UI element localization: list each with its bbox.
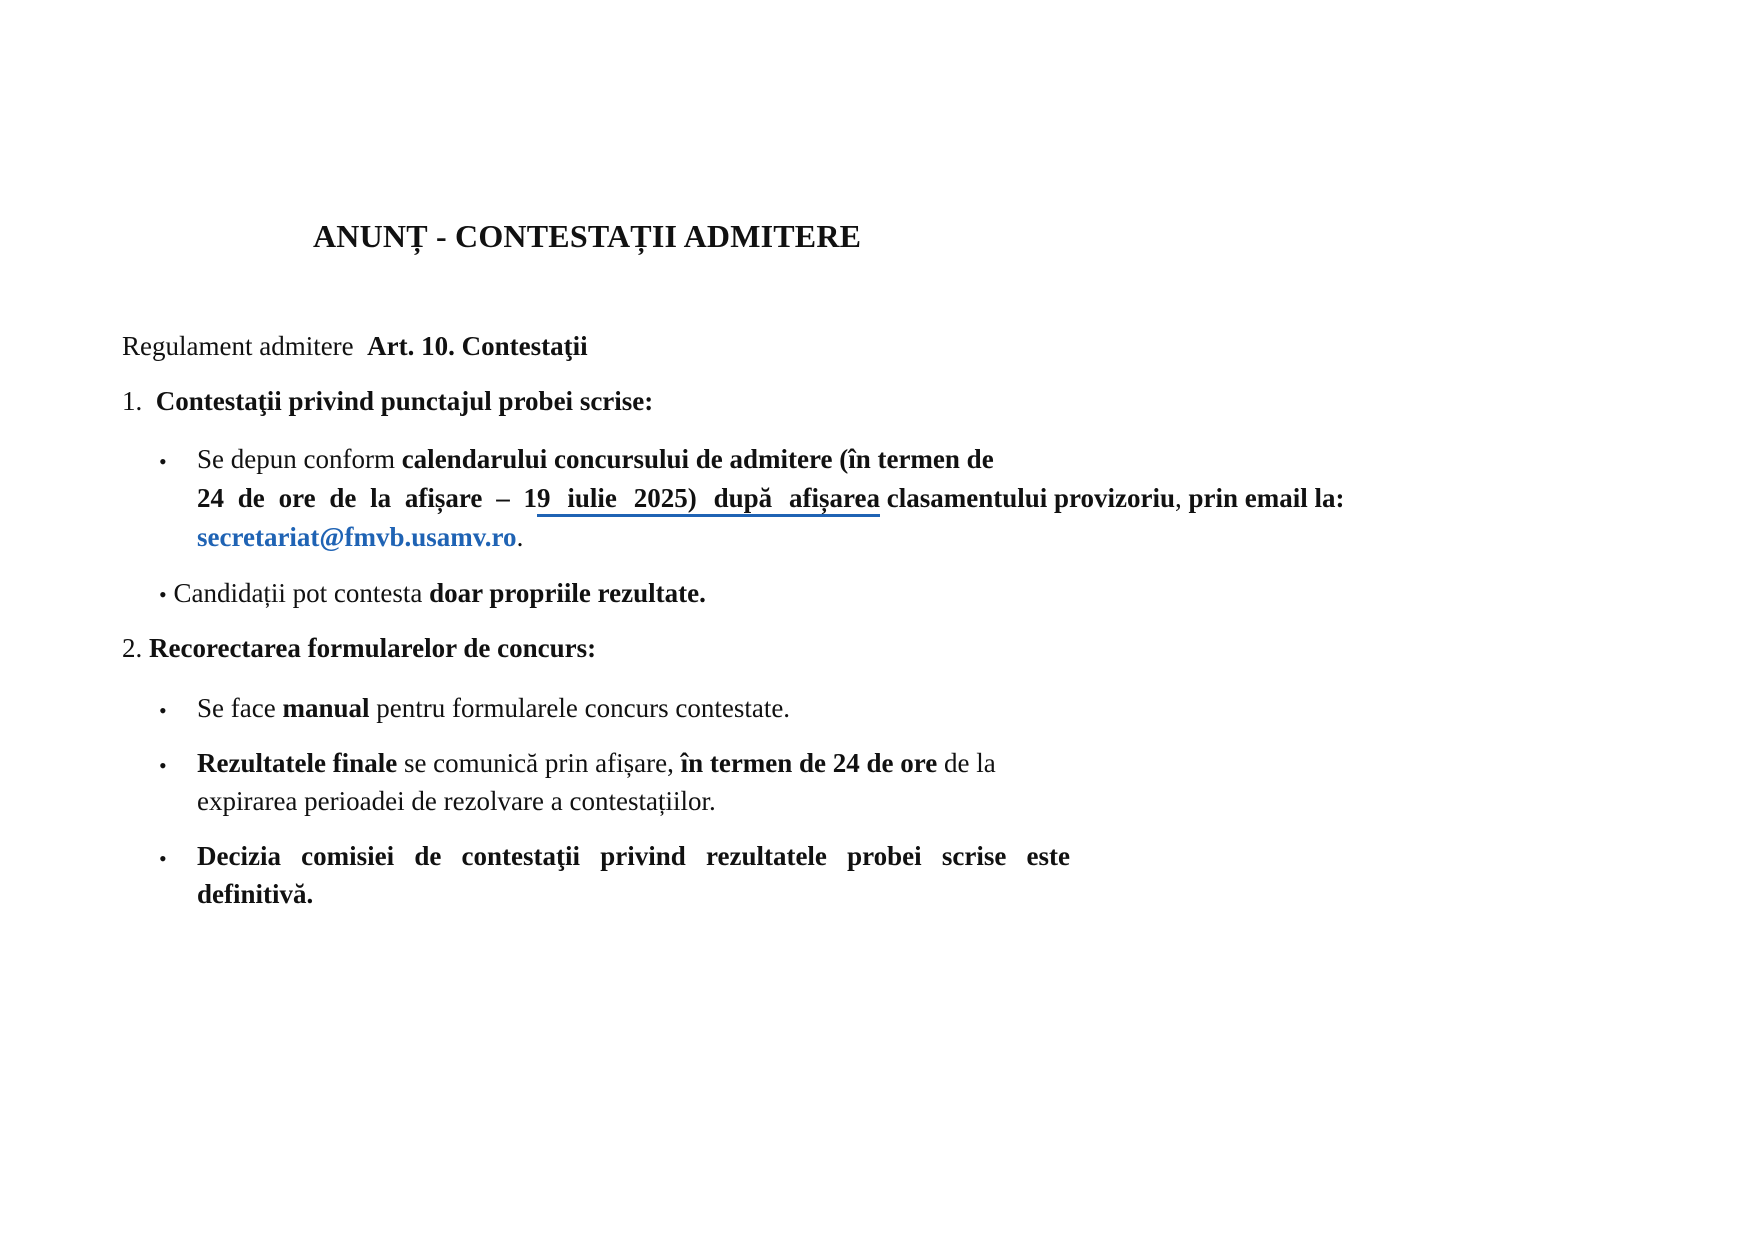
section2-heading: Recorectarea formularelor de concurs: — [149, 633, 597, 663]
s2-item1-plain-a: Se face — [197, 693, 276, 723]
regulament-line — [122, 330, 588, 362]
s2-item2-bold-a: Rezultatele finale — [197, 748, 398, 778]
page-title: ANUNȚ - CONTESTAȚII ADMITERE — [313, 218, 862, 254]
bullet-icon: • — [159, 449, 167, 474]
s2-item3-line1 — [197, 840, 1070, 872]
s2-item2-line2: expirarea perioadei de rezolvare a contestațiilor. — [197, 786, 716, 816]
s1-item1-line2 — [197, 482, 1345, 517]
s1-item1-line1 — [197, 443, 994, 475]
s1-item1-line2-bold-c: prin email la: — [1188, 483, 1345, 513]
s1-item1-line2-underlined: 9 iulie 2025) după afișarea — [537, 482, 880, 517]
s1-item1-line3 — [197, 521, 523, 553]
s2-item1-plain-b: pentru formularele concurs contestate. — [376, 693, 791, 723]
s2-item1-line — [197, 692, 790, 724]
s2-item3-line2 — [197, 878, 313, 910]
s2-item2-bold-b: în termen de 24 de ore — [680, 748, 938, 778]
s2-item3-bold-line1: Decizia comisiei de contestaţii privind rezultatele probei scrise este — [197, 841, 1070, 871]
s1-item2-bold: doar propriile rezultate. — [429, 578, 706, 608]
section1-number: 1. — [122, 386, 143, 416]
regulament-prefix: Regulament admitere — [122, 331, 354, 361]
s2-item2-line1 — [197, 747, 996, 779]
s1-item1-plain: Se depun conform — [197, 444, 395, 474]
s1-item1-line2-bold-a: 24 de ore de la afișare – 1 — [197, 483, 537, 513]
section1-heading: Contestaţii privind punctajul probei scrise: — [155, 386, 654, 416]
bullet-icon: • — [159, 582, 167, 607]
regulament-article: Art. 10. Contestaţii — [367, 331, 588, 361]
section2-number: 2. — [122, 633, 143, 663]
s1-item1-line2-bold-b: clasamentului provizoriu — [886, 483, 1176, 513]
section1-heading-line — [122, 385, 653, 417]
bullet-icon: • — [159, 846, 167, 871]
s1-item1-bold: calendarului concursului de admitere (în termen de — [401, 444, 994, 474]
bullet-icon: • — [159, 698, 167, 723]
s2-item3-bold-line2: definitivă. — [197, 879, 314, 909]
s1-item2-plain: Candidații pot contesta — [173, 578, 423, 608]
bullet-icon: • — [159, 753, 167, 778]
s1-item1-comma: , — [1175, 483, 1182, 513]
section2-heading-line — [122, 632, 596, 664]
s1-item2-line — [159, 577, 706, 611]
s2-item2-plain-a: se comunică prin afișare, — [403, 748, 674, 778]
s2-item2-plain-b: de la — [944, 748, 996, 778]
email-link[interactable]: secretariat@fmvb.usamv.ro — [197, 522, 517, 552]
s2-item1-bold: manual — [282, 693, 370, 723]
s1-item1-period: . — [516, 522, 524, 552]
